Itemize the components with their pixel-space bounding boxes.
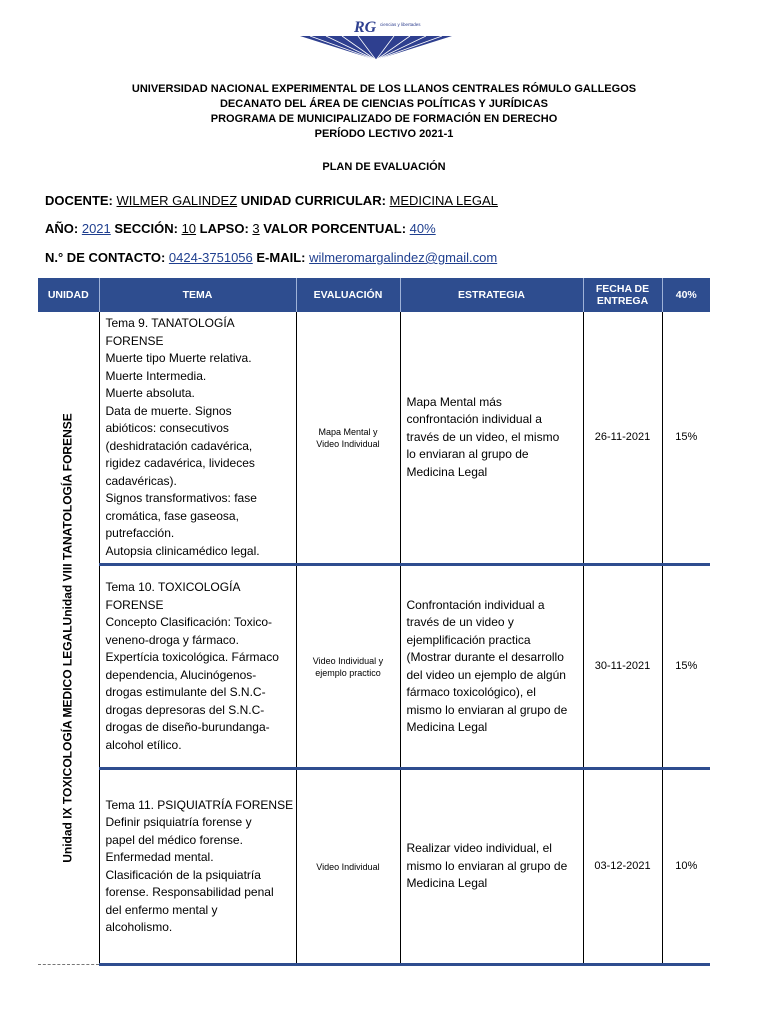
estrategia-line: Medicina Legal [406,876,488,891]
tema-line: Data de muerte. Signos [105,403,232,418]
header-unidad: UNIDAD [38,278,99,312]
header-line-1: UNIVERSIDAD NACIONAL EXPERIMENTAL DE LOS LLANOS CENTRALES RÓMULO GALLEGOS [131,83,637,95]
email-link[interactable]: wilmeromargalindez@gmail.com [309,250,498,265]
estrategia-line: Realizar video individual, el [406,841,552,856]
porcentaje-cell: 15% [662,312,710,565]
evaluacion-line: Mapa Mental y [318,426,378,437]
table-row [38,565,710,769]
evaluacion-line: Video Individual [316,861,380,872]
tema-line: alcoholismo. [105,920,173,934]
estrategia-line: través de un video y [406,615,514,629]
estrategia-line: lo enviaran al grupo de [406,447,529,462]
estrategia-line: fármaco toxicológico), el [406,685,536,699]
tema-line: (deshidratación cadavérica, [105,438,253,453]
contacto-label: N.° DE CONTACTO: [45,250,166,265]
email-label: E-MAIL: [256,250,306,265]
info-anio-row [45,221,436,236]
tema-line: drogas de diseño-burundanga- [105,720,270,734]
unidad-curricular-label: UNIDAD CURRICULAR: [240,193,386,208]
valor-porcentual-value: 40% [409,221,436,236]
tema-line: papel del médico forense. [105,832,243,847]
fecha-cell: 26-11-2021 [583,312,662,565]
tema-line: FORENSE [105,597,164,612]
tema-line: veneno-droga y fármaco. [105,632,239,647]
svg-text:RG: RG [354,19,377,36]
evaluacion-line: ejemplo practico [315,667,381,678]
tema-line: Definir psiquiatría forense y [105,815,252,829]
tema-line: cromática, fase gaseosa, [105,508,239,523]
fecha-cell: 30-11-2021 [583,565,662,769]
header-evaluacion: EVALUACIÓN [296,278,400,312]
estrategia-line: confrontación individual a [406,412,542,427]
tema-line: Expertícia toxicológica. Fármaco [105,650,279,664]
evaluacion-cell [296,565,400,769]
tema-line: FORENSE [105,333,164,348]
unit-cell [38,312,99,965]
anio-label: AÑO: [45,221,79,236]
info-contacto-row [45,250,497,265]
logo-tagline: ciencias y libertades [380,22,421,27]
estrategia-line: mismo lo enviaran al grupo de [406,702,568,717]
evaluacion-line: Video Individual y [312,655,384,666]
table-row [38,769,710,965]
docente-label: DOCENTE: [45,193,113,208]
porcentaje-cell: 10% [662,769,710,965]
estrategia-line: Confrontación individual a [406,597,545,612]
tema-line: Tema 10. TOXICOLOGÍA [105,580,241,594]
tema-line: rigidez cadavérica, livideces [105,456,255,470]
document-header [0,82,768,142]
header-porcentaje: 40% [662,278,710,312]
tema-line: cadavéricas). [105,473,177,488]
tema-cell [99,312,296,565]
evaluacion-line: Video Individual [316,438,380,449]
tema-line: Concepto Clasificación: Toxico- [105,615,273,629]
tema-line: Enfermedad mental. [105,850,214,864]
anio-value: 2021 [81,221,111,236]
tema-line: Muerte absoluta. [105,386,195,400]
table-header-row [38,278,710,312]
tema-line: Muerte tipo Muerte relativa. [105,351,252,365]
seccion-value: 10 [181,221,197,236]
unit-label: Unidad IX TOXICOLOGÍA MEDICO LEGALUnidad VIII TANATOLOGÍA FORENSE [60,413,75,863]
tema-line: Autopsia clinicamédico legal. [105,543,260,558]
tema-line: drogas estimulante del S.N.C- [105,685,266,699]
estrategia-line: través de un video, el mismo [406,429,560,444]
header-line-4: PERÍODO LECTIVO 2021-1 [314,128,454,140]
estrategia-cell [400,769,583,965]
evaluacion-cell [296,769,400,965]
tema-line: dependencia, Alucinógenos- [105,667,257,682]
estrategia-line: ejemplificación practica [406,632,531,647]
tema-line: forense. Responsabilidad penal [105,885,274,899]
table-row [38,312,710,565]
estrategia-cell [400,565,583,769]
tema-line: Clasificación de la psiquiatría [105,867,261,882]
estrategia-line: del video un ejemplo de algún [406,667,566,682]
tema-line: del enfermo mental y [105,902,218,917]
porcentaje-cell: 15% [662,565,710,769]
estrategia-line: Medicina Legal [406,720,488,734]
seccion-label: SECCIÓN: [114,221,178,236]
valor-porcentual-label: VALOR PORCENTUAL: [263,221,407,236]
tema-line: Muerte Intermedia. [105,368,207,383]
header-estrategia: ESTRATEGIA [400,278,583,312]
fecha-cell: 03-12-2021 [583,769,662,965]
header-tema: TEMA [99,278,296,312]
tema-line: putrefacción. [105,526,175,540]
lapso-value: 3 [252,221,260,236]
estrategia-line: mismo lo enviaran al grupo de [406,858,568,873]
header-fecha-entrega: FECHA DE ENTREGA [583,278,662,312]
plan-title: PLAN DE EVALUACIÓN [322,161,446,173]
evaluacion-cell [296,312,400,565]
tema-line: abióticos: consecutivos [105,421,229,435]
tema-line: alcohol etílico. [105,737,182,752]
tema-line: Tema 9. TANATOLOGÍA [105,316,235,330]
university-logo-icon [296,14,456,62]
tema-line: drogas depresoras del S.N.C- [105,702,265,717]
estrategia-cell [400,312,583,565]
estrategia-line: Mapa Mental más [406,394,502,409]
info-docente-row [45,193,498,208]
lapso-label: LAPSO: [199,221,249,236]
tema-cell [99,769,296,965]
estrategia-line: Medicina Legal [406,464,488,479]
contacto-value: 0424-3751056 [168,250,253,265]
evaluation-plan-table [38,278,710,966]
tema-line: Signos transformativos: fase [105,491,257,505]
docente-value: WILMER GALINDEZ [116,193,238,208]
unidad-curricular-value: MEDICINA LEGAL [389,193,498,208]
tema-line: Tema 11. PSIQUIATRÍA FORENSE [105,797,294,812]
estrategia-line: (Mostrar durante el desarrollo [406,650,564,664]
header-line-2: DECANATO DEL ÁREA DE CIENCIAS POLÍTICAS Y JURÍDICAS [219,98,548,110]
header-line-3: PROGRAMA DE MUNICIPALIZADO DE FORMACIÓN EN DERECHO [210,113,558,125]
tema-cell [99,565,296,769]
